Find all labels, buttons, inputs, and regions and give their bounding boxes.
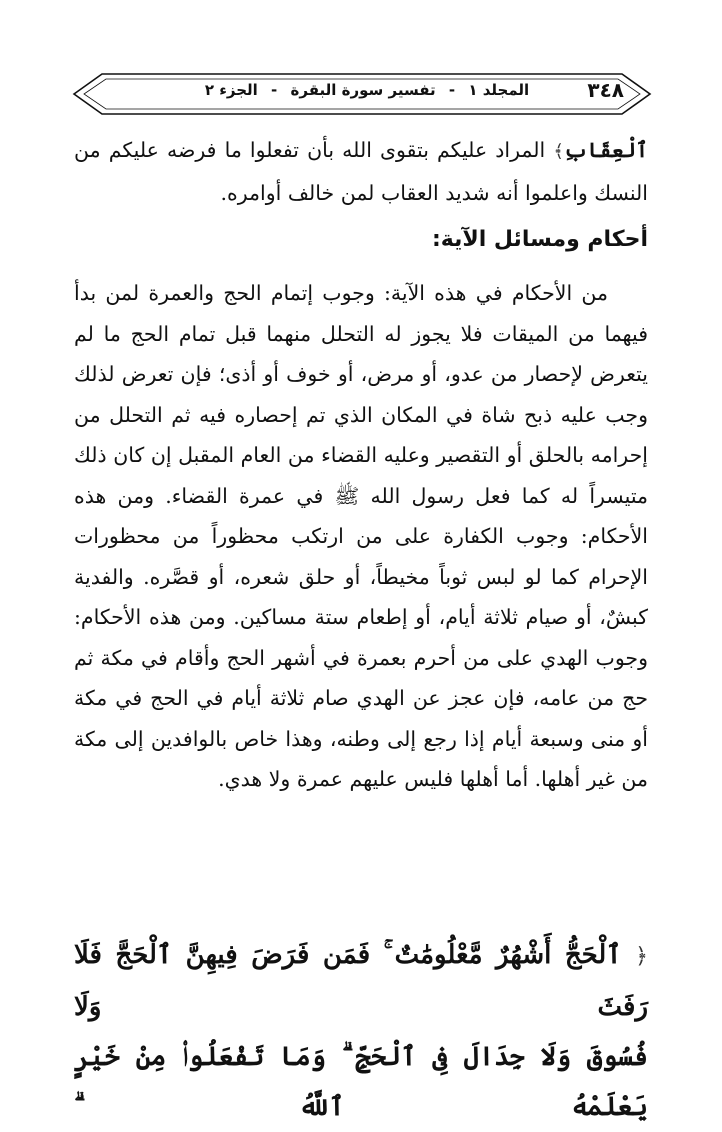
intro-text: المراد عليكم بتقوى الله بأن تفعلوا ما فرضه عليكم من النسك واعلموا أنه شديد العقاب لمن خالف أوامره. — [74, 138, 648, 205]
rules-text-continued: في عمرة القضاء. ومن هذه الأحكام: وجوب الكفارة على من ارتكب محظوراً من محظورات الإحرام كما لو لبس ثوباً مخيطاً، أو حلق شعره، أو قصَّره. والفدية كبشٌ، أو صيام ثلاثة أيام، أو إطعام ستة مساكين. ومن هذه الأحكام: وجوب الهدي على من أحرم بعمرة في أشهر الحج وأقام في مكة ثم حج من عامه، فإن عجز عن الهدي صام ثلاثة أيام في الحج في مكة أو منى وسبعة أيام إذا رجع إلى وطنه، وهذا خاص بالوافدين إلى مكة من غير أهلها. أما أهلها فليس عليهم عمرة ولا هدي. — [74, 483, 648, 791]
volume-label: المجلد ١ — [468, 81, 530, 99]
page-number: ٣٤٨ — [587, 78, 624, 102]
page-header — [72, 72, 652, 116]
book-title: تفسير سورة البقرة — [290, 81, 436, 99]
rules-text: من الأحكام في هذه الآية: وجوب إتمام الحج والعمرة لمن بدأ فيهما من الميقات فلا يجوز له التحلل منهما قبل تمام الحج ما لم يتعرض لإحصار من عدو، أو مرض، أو خوف أو أذى؛ فإن تعرض لذلك وجب عليه ذبح شاة في المكان الذي تم إحصاره فيه ثم التحلل من إحرامه بالحلق أو التقصير وعليه القضاء من العام المقبل إن كان ذلك متيسراً له كما فعل رسول الله — [74, 281, 648, 508]
quoted-word: ٱلْعِقَابِ — [563, 138, 648, 162]
verse-line-1-text: ٱلْحَجُّ أَشْهُرٌ مَّعْلُومَٰتٌ ۚ فَمَن فَرَضَ فِيهِنَّ ٱلْحَجَّ فَلَا رَفَثَ وَلَا — [74, 940, 648, 1022]
verse-line-1 — [74, 930, 648, 1032]
body-text — [74, 130, 648, 800]
verse-line-2: فُسُوقَ وَلَا جِدَالَ فِى ٱلْحَجِّ ۗ وَمَا تَفْعَلُوا۟ مِنْ خَيْرٍ يَعْلَمْهُ ٱللَّهُ ۗ — [74, 1042, 648, 1122]
verse-start-ornament: ﴿ — [635, 944, 648, 969]
separator: - — [448, 81, 456, 99]
section-heading: أحكام ومسائل الآية: — [431, 227, 648, 252]
quran-verse — [74, 930, 648, 1132]
part-label: الجزء ٢ — [204, 81, 258, 99]
running-title — [72, 81, 652, 99]
intro-paragraph — [74, 130, 648, 213]
verse-end-ornament: ﴾ — [553, 141, 564, 162]
salawat-glyph: ﷺ — [334, 483, 360, 508]
separator: - — [271, 81, 278, 99]
rules-paragraph — [74, 273, 648, 800]
